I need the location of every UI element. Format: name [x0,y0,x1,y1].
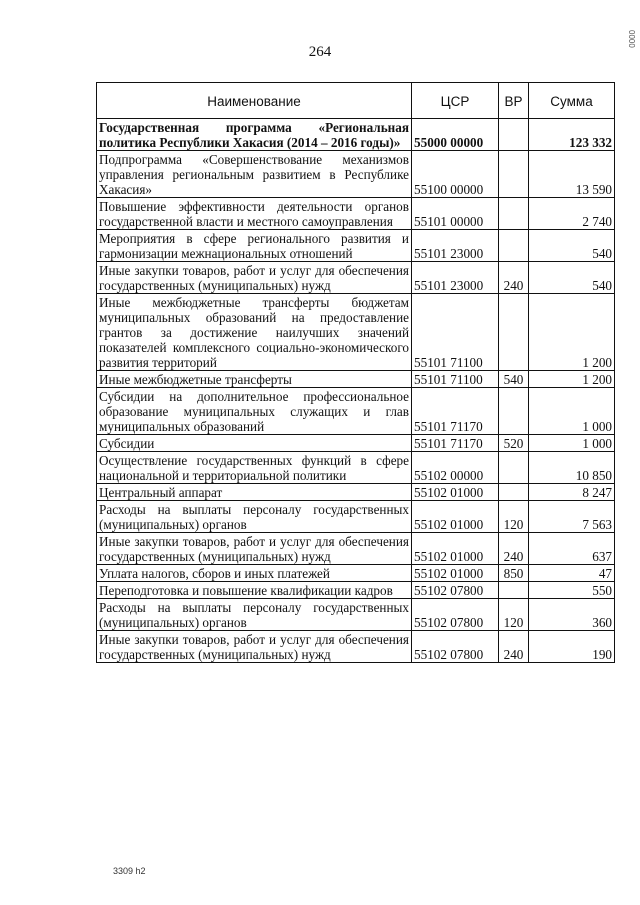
row-sum: 637 [529,533,615,565]
row-vr [499,198,529,230]
table-row [97,599,615,631]
row-csr: 55101 71100 [412,371,499,388]
row-sum: 1 200 [529,371,615,388]
row-vr: 240 [499,631,529,663]
row-name: Иные межбюджетные трансферты бюджетам муниципальных образований на предоставление грантов за достижение наилучших значений показателей комплексного социально-экономического развития территорий [97,294,412,371]
header-name: Наименование [97,83,412,119]
row-csr: 55101 23000 [412,230,499,262]
table-header [97,83,615,119]
row-csr: 55101 00000 [412,198,499,230]
row-vr: 240 [499,262,529,294]
row-name: Переподготовка и повышение квалификации кадров [97,582,412,599]
row-csr: 55102 01000 [412,501,499,533]
table-row [97,533,615,565]
row-sum: 10 850 [529,452,615,484]
row-csr: 55102 01000 [412,533,499,565]
table-row [97,388,615,435]
row-vr [499,452,529,484]
row-csr: 55101 71100 [412,294,499,371]
row-sum: 13 590 [529,151,615,198]
row-name: Мероприятия в сфере регионального развития и гармонизации межнациональных отношений [97,230,412,262]
row-vr [499,388,529,435]
row-sum: 123 332 [529,119,615,151]
header-csr: ЦСР [412,83,499,119]
row-csr: 55101 71170 [412,435,499,452]
table-row [97,119,615,151]
header-vr: ВР [499,83,529,119]
table-row [97,262,615,294]
row-name: Иные закупки товаров, работ и услуг для обеспечения государственных (муниципальных) нужд [97,533,412,565]
row-vr: 850 [499,565,529,582]
row-vr: 540 [499,371,529,388]
row-csr: 55101 23000 [412,262,499,294]
row-name: Расходы на выплаты персоналу государственных (муниципальных) органов [97,501,412,533]
row-name: Расходы на выплаты персоналу государственных (муниципальных) органов [97,599,412,631]
table-row [97,151,615,198]
table-row [97,501,615,533]
row-vr: 240 [499,533,529,565]
row-vr [499,484,529,501]
row-sum: 540 [529,230,615,262]
table-row [97,582,615,599]
row-vr: 520 [499,435,529,452]
row-vr [499,119,529,151]
table-row [97,198,615,230]
row-vr: 120 [499,501,529,533]
row-sum: 1 000 [529,388,615,435]
row-sum: 8 247 [529,484,615,501]
row-csr: 55101 71170 [412,388,499,435]
row-csr: 55102 07800 [412,599,499,631]
row-name: Иные закупки товаров, работ и услуг для обеспечения государственных (муниципальных) нужд [97,631,412,663]
table-body [97,119,615,663]
footer-mark: 3309 h2 [113,866,146,876]
row-csr: 55102 01000 [412,484,499,501]
edge-mark: 0000 [627,30,636,48]
row-name: Уплата налогов, сборов и иных платежей [97,565,412,582]
row-name: Государственная программа «Региональная политика Республики Хакасия (2014 – 2016 годы)» [97,119,412,151]
table-row [97,484,615,501]
table-row [97,452,615,484]
row-sum: 360 [529,599,615,631]
row-vr: 120 [499,599,529,631]
row-csr: 55000 00000 [412,119,499,151]
row-sum: 7 563 [529,501,615,533]
row-name: Подпрограмма «Совершенствование механизмов управления региональным развитием в Республике Хакасия» [97,151,412,198]
row-sum: 47 [529,565,615,582]
header-row [97,83,615,119]
row-name: Субсидии [97,435,412,452]
row-csr: 55100 00000 [412,151,499,198]
row-name: Иные закупки товаров, работ и услуг для обеспечения государственных (муниципальных) нужд [97,262,412,294]
row-sum: 1 200 [529,294,615,371]
header-sum: Сумма [529,83,615,119]
budget-table [96,82,615,663]
row-csr: 55102 01000 [412,565,499,582]
row-vr [499,582,529,599]
row-vr [499,294,529,371]
row-name: Центральный аппарат [97,484,412,501]
row-vr [499,230,529,262]
row-sum: 2 740 [529,198,615,230]
table-row [97,631,615,663]
row-name: Повышение эффективности деятельности органов государственной власти и местного самоуправления [97,198,412,230]
row-name: Иные межбюджетные трансферты [97,371,412,388]
table-row [97,294,615,371]
table-row [97,371,615,388]
row-csr: 55102 07800 [412,631,499,663]
row-sum: 190 [529,631,615,663]
row-csr: 55102 00000 [412,452,499,484]
table-row [97,565,615,582]
row-name: Субсидии на дополнительное профессиональное образование муниципальных служащих и глав муниципальных образований [97,388,412,435]
row-vr [499,151,529,198]
table-row [97,230,615,262]
row-name: Осуществление государственных функций в сфере национальной и территориальной политики [97,452,412,484]
row-csr: 55102 07800 [412,582,499,599]
page-number: 264 [308,44,332,60]
row-sum: 1 000 [529,435,615,452]
row-sum: 550 [529,582,615,599]
table-row [97,435,615,452]
row-sum: 540 [529,262,615,294]
